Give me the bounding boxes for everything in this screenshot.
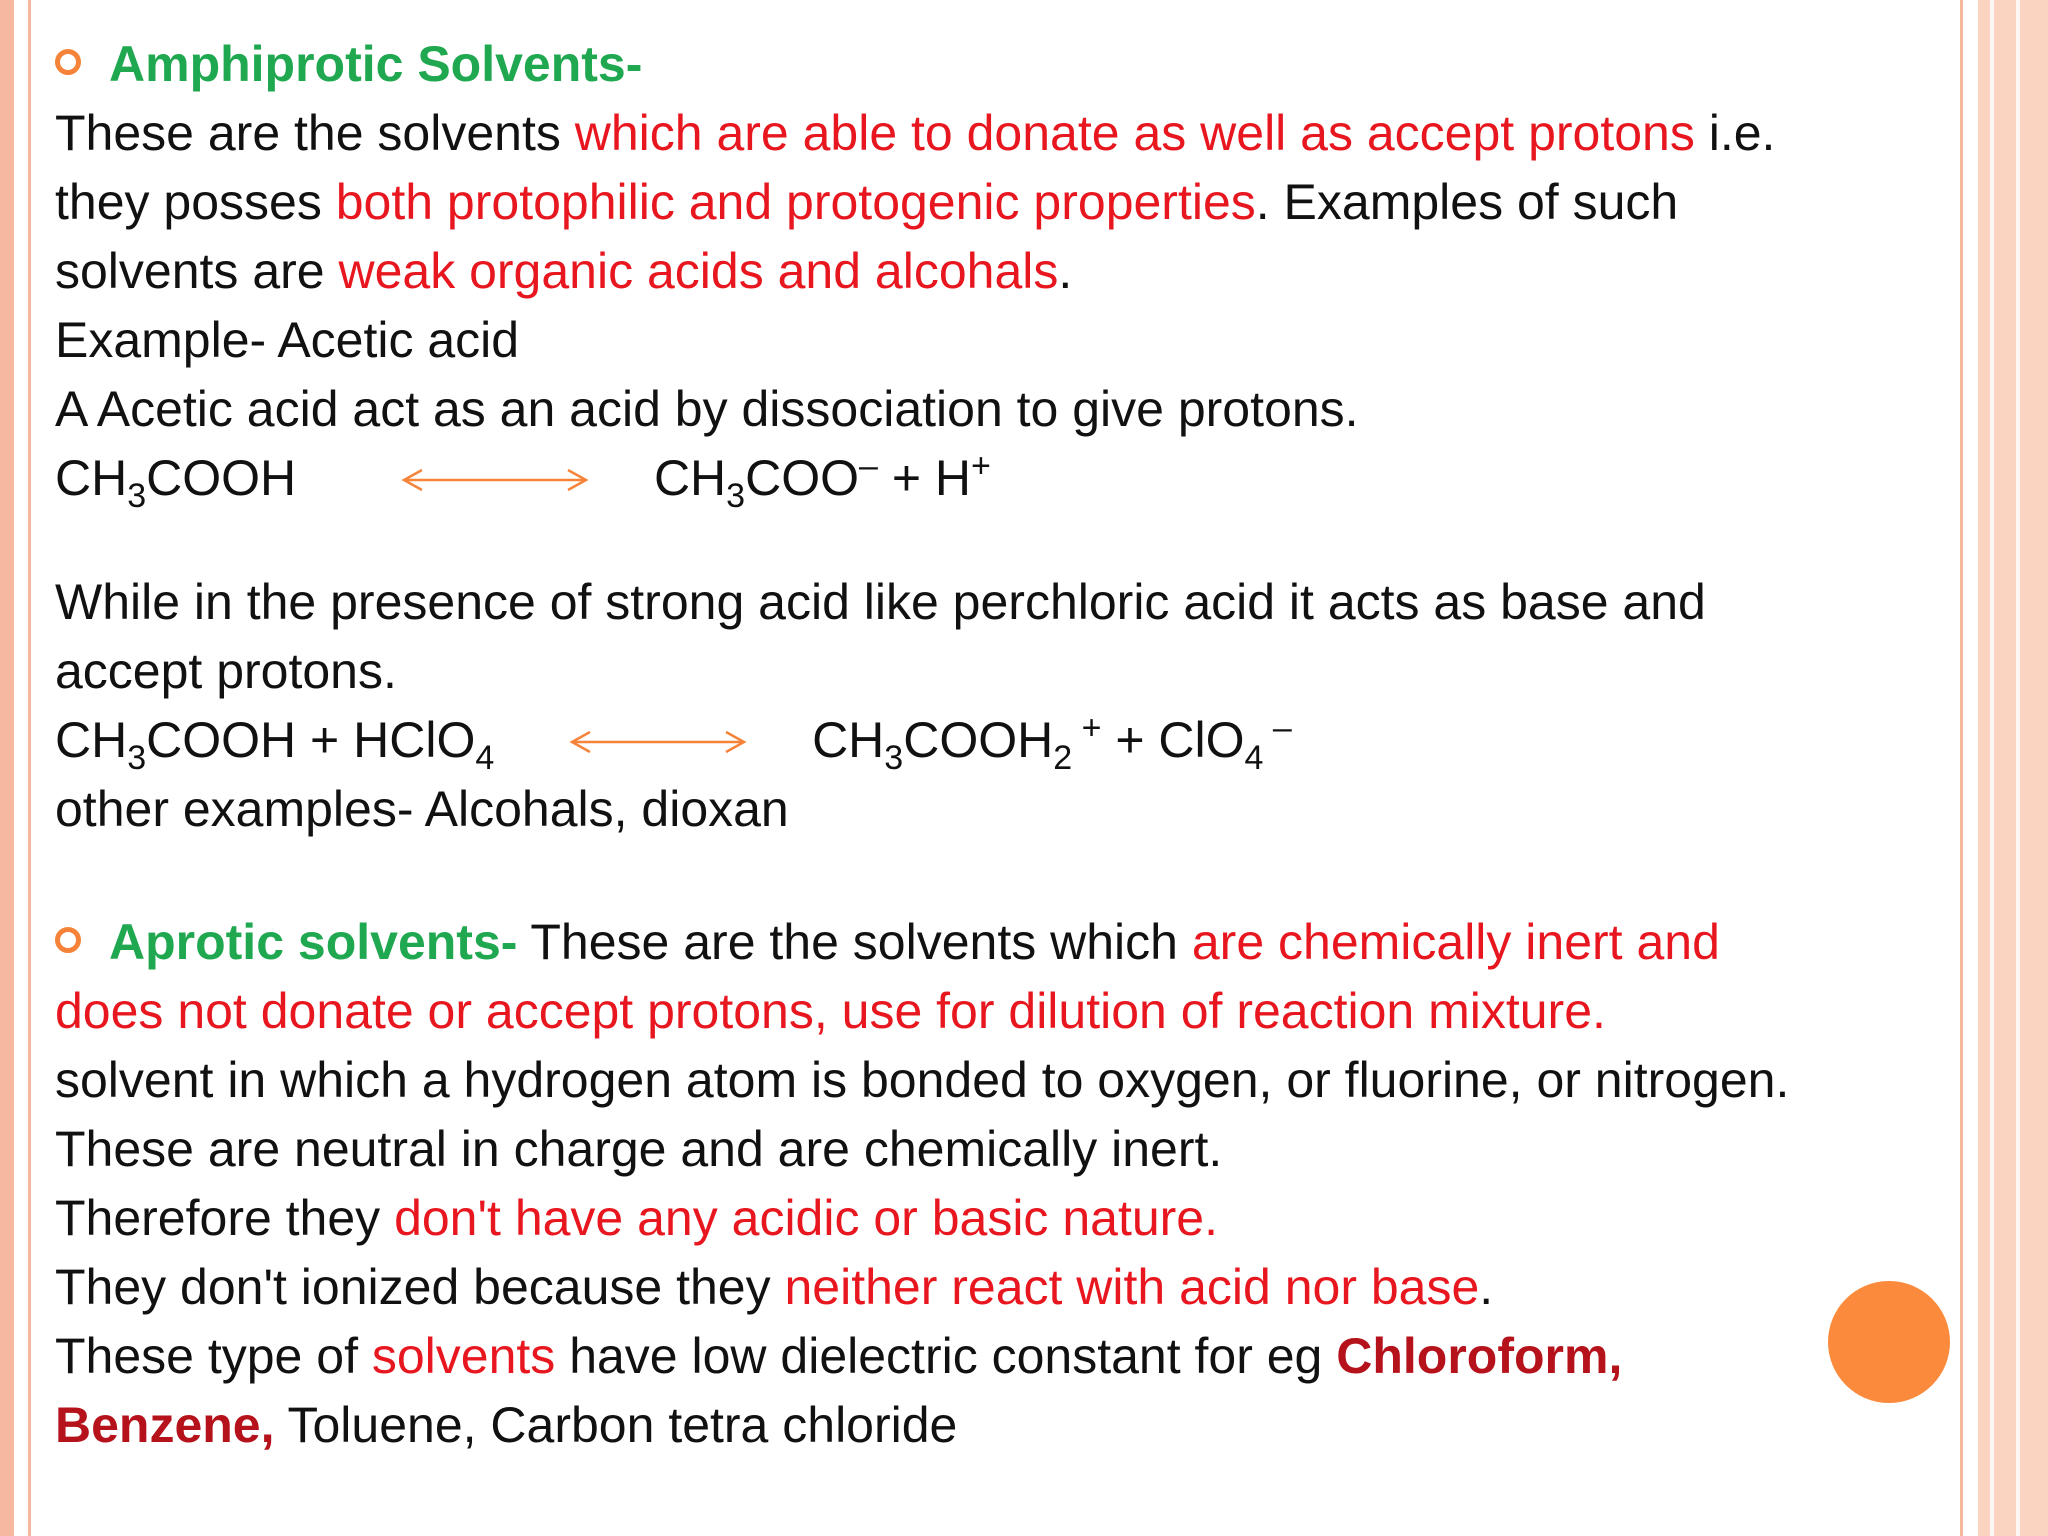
paragraph-line: Therefore they don't have any acidic or basic nature. [55,1190,1218,1246]
equation-dissociation [55,444,1955,513]
paragraph-line: other examples- Alcohals, dioxan [55,781,789,837]
paragraph-line: does not donate or accept protons, use for dilution of reaction mixture. [55,983,1606,1039]
right-frame-line [1960,0,1963,1536]
paragraph-line: accept protons. [55,643,397,699]
equilibrium-arrow-icon [400,441,590,510]
bullet-icon [55,49,81,75]
equation-lhs: $CH_3COOH$ + HClO$_4$ [55,712,495,777]
paragraph-line: they posses both protophilic and protogenic properties. Examples of such [55,174,1679,230]
equation-lhs: $CH_3COOH$ [55,450,297,515]
equilibrium-arrow-icon [568,703,748,772]
example-line: Example- Acetic acid [55,312,520,368]
paragraph-line: solvents are weak organic acids and alcohals. [55,243,1073,299]
bullet-icon [55,927,81,953]
decorative-circle [1828,1281,1950,1403]
spacer [55,844,1955,896]
equation-base-reaction [55,706,1955,775]
equation-rhs: $CH_3COO^- + H^+$ [653,447,991,515]
right-frame-stripe [2016,0,2020,1536]
spacer [55,513,1955,568]
paragraph-line: Benzene, Toluene, Carbon tetra chloride [55,1397,958,1453]
left-frame-bar [0,0,14,1536]
left-frame-line [28,0,31,1536]
paragraph-line: solvent in which a hydrogen atom is bonded to oxygen, or fluorine, or nitrogen. [55,1052,1790,1108]
equation-rhs: $CH_3COOH_2$ + + ClO$_4$ – [812,709,1292,777]
section-heading-amphiprotic: Amphiprotic Solvents- [55,30,1955,99]
paragraph-line: These type of solvents have low dielectric constant for eg Chloroform, [55,1328,1623,1384]
paragraph-line: A Acetic acid act as an acid by dissociation to give protons. [55,381,1359,437]
paragraph-line: While in the presence of strong acid like perchloric acid it acts as base and [55,574,1706,630]
section-heading-aprotic: Aprotic solvents- These are the solvents which are chemically inert and [55,908,1955,977]
paragraph-line: They don't ionized because they neither react with acid nor base. [55,1259,1494,1315]
slide-content [55,30,1955,1460]
paragraph-line: These are neutral in charge and are chemically inert. [55,1121,1223,1177]
right-frame-bar [1978,0,2048,1536]
right-frame-stripe [1990,0,1994,1536]
paragraph-line: These are the solvents which are able to donate as well as accept protons i.e. [55,105,1776,161]
